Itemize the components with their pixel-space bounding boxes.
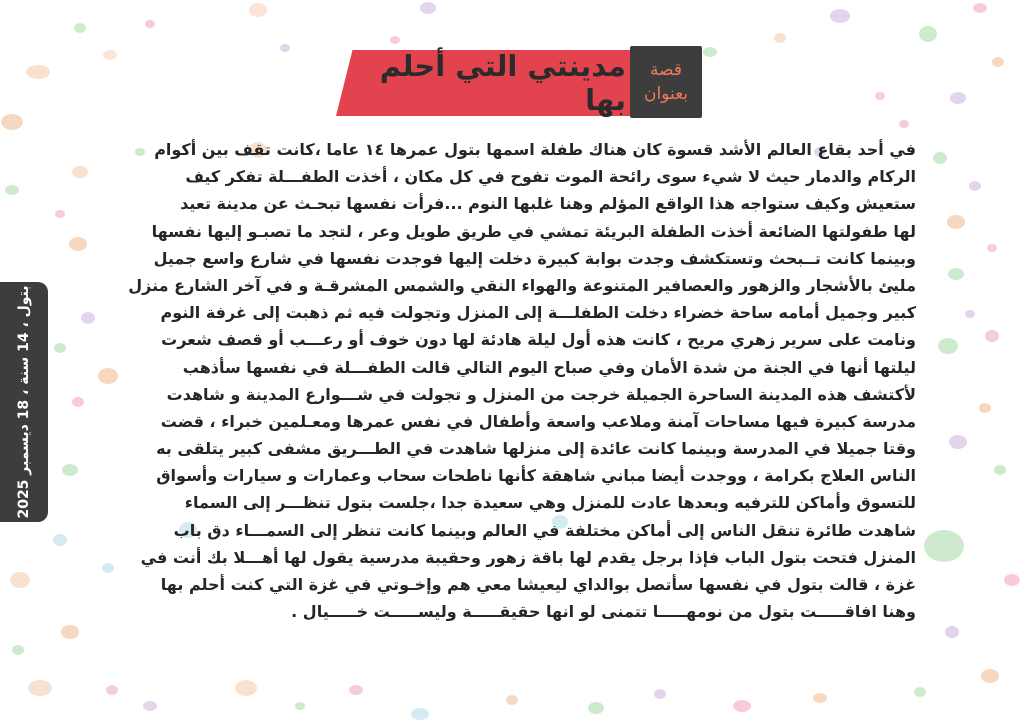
story-label-line1: قصة	[650, 60, 682, 80]
story-line: ليلتها أنها في الجنة من شدة الأمان وفي صباح اليوم التالي قالت الطفـــلة في نفسها سأذهب	[182, 357, 916, 377]
story-line: مدرسة كبيرة فيها مساحات آمنة وملاعب واسعة وأطفال في نفس عمرها ومعـلمين خبراء ، قضت	[160, 411, 916, 431]
author-date-label: بتول ، 14 سنة ، 18 ديسمبر 2025	[16, 285, 32, 519]
story-line: غزة ، قالت بتول في نفسها سأتصل بوالداي ليعيشا معي هم وإخـوتي في غزة التي كنت أحلم بها	[160, 575, 916, 594]
story-line: في أحد بقاع العالم الأشد قسوة كان هناك طفلة اسمها بتول عمرها ١٤ عاما ،كانت تقف بين أكوام	[154, 140, 916, 159]
story-line: وبينما كانت تــبحث وتستكشف وجدت بوابة كبيرة دخلت إليها فوجدت نفسها في شارع واسع جميل	[153, 248, 916, 268]
story-label-badge	[630, 46, 702, 118]
story-line: المنزل فتحت بتول الباب فإذا برجل يقدم لها باقة زهور وحقيبة مدرسية يقول لها أهـــلا بك أنت في	[140, 547, 916, 567]
story-line: الركام والدمار حيث لا شيء سوى رائحة الموت تفوح في كل مكان ، أخذت الطفـــلة تفكر كيف	[185, 167, 916, 187]
story-line: ونامت على سرير زهري مريح ، كانت هذه أول ليلة هادئة لها دون خوف أو رعـــب أو قصف شعرت	[161, 330, 916, 350]
story-line: وقتا جميلا في المدرسة وبينما كانت عائدة إلى منزلها شاهدت في الطـــريق مشفى كبير يتلقى به	[156, 439, 916, 459]
story-line: وهنا افاقـــــت بتول من نومهـــــا تتمنى لو انها حقيقـــــة وليســـــت خـــــيال .	[291, 602, 916, 622]
story-line: لها طفولتها الضائعة أخذت الطفلة البريئة تمشي في طريق طويل وعر ، لتجد ما تصبـو إليها نفسها	[151, 221, 916, 241]
story-body	[100, 136, 916, 625]
story-line: مليئ بالأشجار والزهور والعصافير المتنوعة والهواء النقي والشمس المشرقـة و في آخر الشارع منزل	[128, 275, 916, 295]
story-line: شاهدت طائرة تنقل الناس إلى أماكن مختلفة في العالم وبينما كانت تنظر إلى السمـــاء دق باب	[173, 520, 916, 540]
story-line: ستعيش وكيف ستواجه هذا الواقع المؤلم وهنا غلبها النوم ...فرأت نفسها تبحـث عن مدينة تعيد	[180, 194, 916, 214]
story-label-line2: بعنوان	[643, 84, 689, 104]
story-line: لأكتشف هذه المدينة الساحرة الجميلة خرجت من المنزل و تجولت في شـــوارع المدينة و شاهدت	[166, 384, 916, 404]
story-line: للتسوق وأماكن للترفيه وبعدها عادت للمنزل وهي سعيدة جدا ،جلست بتول تنظـــر إلى السماء	[184, 493, 916, 513]
story-title: مدينتي التي أحلم بها	[379, 49, 626, 117]
story-line: الناس العلاج بكرامة ، ووجدت أيضا مباني شاهقة كأنها ناطحات سحاب وعمارات و سيارات وأسواق	[156, 466, 916, 486]
story-line: كبير وجميل أمامه ساحة خضراء دخلت الطفلـــة إلى المنزل وتجولت فيه ثم ذهبت إلى غرفة النوم	[160, 303, 916, 323]
